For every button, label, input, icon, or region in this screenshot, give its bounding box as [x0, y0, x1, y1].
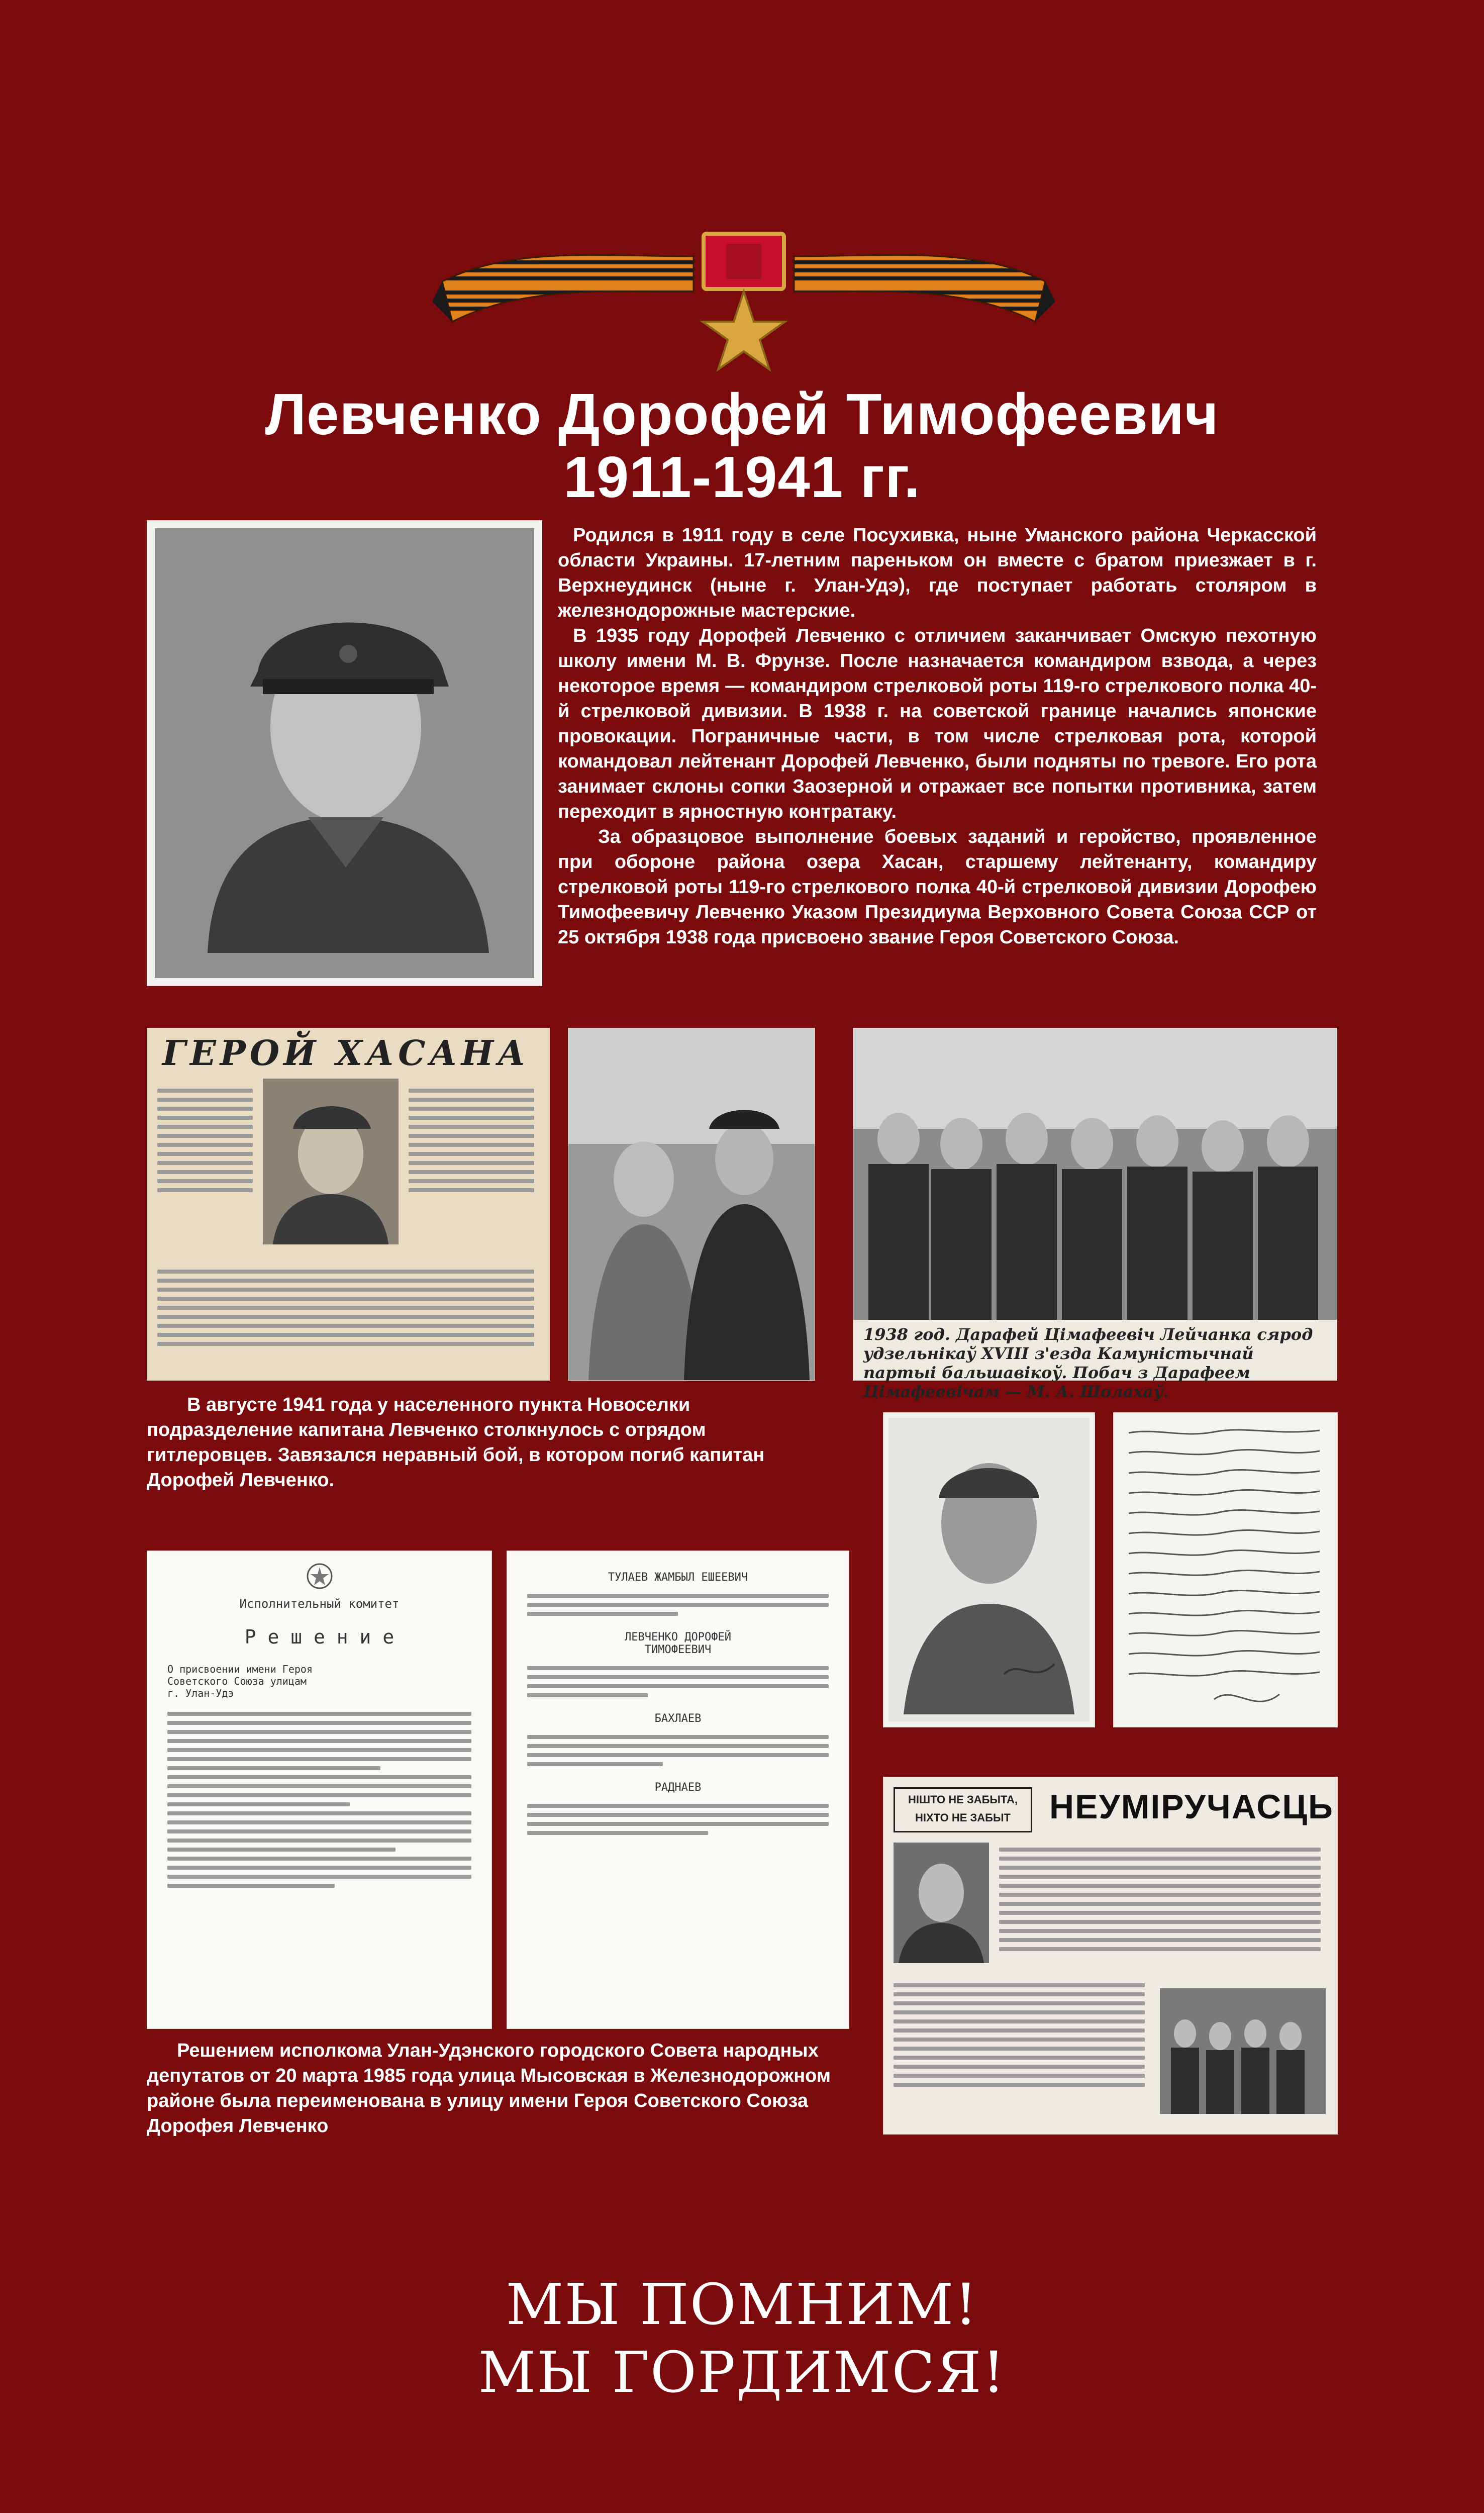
- bio-paragraph-3: За образцовое выполнение боевых заданий и геройство, проявленное при обороне района озера Хасан, старшему лейтенанту, командиру стрелковой роты 119-го стрелкового полка 40-й стрелковой дивизии Дорофею Тимофеевичу Левченко Указом Президиума Верховного Совета Союза ССР от 25 октября 1938 года присвоено звание Героя Советского Союза.: [558, 826, 1317, 948]
- newspaper-group-photo-icon: [1160, 1988, 1326, 2114]
- gold-star-icon: [703, 292, 785, 369]
- handwritten-letter-document: [1113, 1412, 1338, 1727]
- clipping-portrait-icon: [263, 1079, 399, 1244]
- heroes-list-name-2: ЛЕВЧЕНКО ДОРОФЕЙ ТИМОФЕЕВИЧ: [625, 1631, 731, 1656]
- ribbon-right-icon: [794, 255, 1055, 322]
- newspaper-clipping-hero-of-khasan: [147, 1028, 550, 1381]
- motto-line-2: МЫ ГОРДИМСЯ!: [478, 2340, 1006, 2405]
- heroes-list-name-1: ТУЛАЕВ ЖАМБЫЛ ЕШЕЕВИЧ: [608, 1571, 748, 1584]
- heroes-list-name-4: РАДНАЕВ: [654, 1781, 702, 1794]
- two-officers-photo: [568, 1028, 815, 1381]
- bio-paragraph-2: В 1935 году Дорофей Левченко с отличием заканчивает Омскую пехотную школу имени М. В. Фрунзе. После назначается командиром взвода, а через некоторое время — командиром стрелковой роты 119-го стрелкового полка 40-й стрелковой дивизии. В 1938 г. на советской границе начались японские провокации. Пограничные части, в том числе стрелковая рота, которой командовал лейтенант Дорофей Левченко, были подняты по тревоге. Его рота занимает склоны сопки Заозерной и отражает все попытки противника, затем переходит в ярностную контратаку.: [558, 625, 1317, 822]
- hero-years-title: 1911-1941 гг.: [563, 444, 921, 510]
- newspaper-portrait-icon: [894, 1843, 989, 1963]
- heroes-list-document: [507, 1551, 849, 2029]
- ribbon-left-icon: [432, 255, 694, 322]
- newspaper-neumiruchasts: [883, 1777, 1338, 2135]
- congress-group-photo: [853, 1028, 1337, 1401]
- heroes-list-name-3: БАХЛАЕВ: [654, 1712, 702, 1725]
- decree-title: Р е ш е н и е: [244, 1626, 394, 1648]
- motto-line-1: МЫ ПОМНИМ!: [506, 2272, 978, 2338]
- medal-ribbon-block-icon: [704, 234, 784, 289]
- newspaper-banner: НІШТО НЕ ЗАБЫТА, НІХТО НЕ ЗАБЫТ: [894, 1787, 1032, 1832]
- death-paragraph: В августе 1941 года у населенного пункта Новоселки подразделение капитана Левченко столкнулось с отрядом гитлеровцев. Завязался неравный бой, в котором погиб капитан Дорофей Левченко.: [147, 1394, 765, 1491]
- signed-portrait-photo: [883, 1412, 1095, 1727]
- decree-org: Исполнительный комитет: [239, 1597, 400, 1611]
- city-executive-decree-document: [147, 1551, 492, 2029]
- group-photo-caption: 1938 год. Дарафей Цімафеевіч Лейчанка сярод удзельнікаў XVIII з'езда Камуністычнай партыі бальшавікоў. Побач з Дарафеем Цімафеевічам — М. А. Шолахаў.: [863, 1325, 1313, 1401]
- hero-name-title: Левченко Дорофей Тимофеевич: [265, 381, 1219, 447]
- street-rename-paragraph: Решением исполкома Улан-Удэнского городского Совета народных депутатов от 20 марта 1985 года улица Мысовская в Железнодорожном районе была переименована в улицу имени Героя Советского Союза Дорофея Левченко: [147, 2040, 831, 2137]
- state-emblem-icon: [305, 1561, 335, 1591]
- bio-paragraph-1: Родился в 1911 году в селе Посухивка, ныне Уманского района Черкасской области Украины. 17-летним пареньком он вместе с братом приезжает в г. Верхнеудинск (ныне г. Улан-Удэ), где поступает работать столяром в железнодорожные мастерские.: [558, 525, 1317, 621]
- newspaper-masthead: НЕУМІРУЧАСЦЬ: [1049, 1788, 1334, 1826]
- decree-subject: О присвоении имени Героя Советского Союза улицам г. Улан-Удэ: [167, 1663, 313, 1699]
- hero-portrait-photo: [147, 520, 542, 986]
- clipping-headline: ГЕРОЙ ХАСАНА: [162, 1033, 530, 1074]
- st-george-ribbon-emblem: [432, 226, 1055, 372]
